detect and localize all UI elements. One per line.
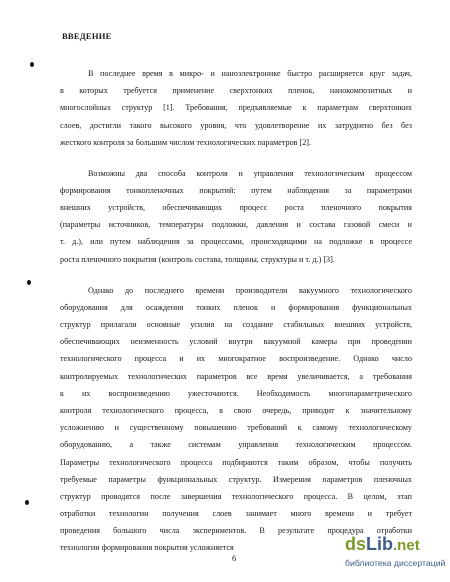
- section-heading: ВВЕДЕНИЕ: [62, 31, 112, 41]
- text-line: Возможны два способа контроля и управления технологическим процессом: [88, 168, 412, 178]
- text-line: В последнее время в микро- и наноэлектронике быстро расширяется круг задач,: [88, 69, 412, 78]
- text-line: внешних устройств, обеспечивающих процесс роста пленочного покрытия: [60, 203, 412, 213]
- text-line: т. д.), или путем наблюдения за процессами, происходящими на подложке в процессе: [60, 237, 412, 247]
- text-line: в которых требуется применение сверхтонких пленок, нанокомпозитных и: [60, 86, 412, 96]
- text-line: проведения большого числа экспериментов. В результате процедура отработки: [60, 526, 412, 536]
- text-line: структур проводятся после завершения технологического процесса. В целом, этап: [60, 491, 412, 501]
- text-line: Однако до последнего времени производители вакуумного технологического: [88, 285, 412, 295]
- text-line: жесткого контроля за большим числом технологических параметров [2].: [60, 137, 312, 147]
- text-line: технологического процесса и их многократное воспроизведение. Однако число: [60, 354, 412, 364]
- text-line: (параметры источников, температуры подложки, давления и состава газовой смеси и: [60, 220, 412, 230]
- page-number: 6: [232, 553, 237, 563]
- text-line: технологии формирования покрытия усложняется: [60, 543, 234, 553]
- paragraph-1: [60, 65, 412, 151]
- text-line: формирования тонкопленочных покрытий: путем наблюдения за параметрами: [60, 185, 412, 195]
- text-line: слоев, достигли такого высокого уровня, что удовлетворение их затруднено без без: [60, 120, 412, 130]
- watermark-logo: dsLib.net: [345, 534, 420, 554]
- text-line: отработки технологии получения слоев занимает много времени и требует: [60, 509, 412, 519]
- text-line: роста пленочного покрытия (контроль состава, толщины, структуры и т. д.) [3].: [60, 254, 335, 264]
- text-line: оборудования для осаждения тонких пленок и формирования функциональных: [60, 302, 412, 312]
- margin-bullet: [27, 280, 31, 285]
- watermark: [345, 534, 445, 574]
- text-line: требуемые параметры функциональных структур. Измерения параметров пленочных: [60, 474, 412, 484]
- text-line: контроля технологического процесса, в свою очередь, приводит к значительному: [60, 405, 412, 415]
- text-line: обеспечивающих неизменность условий внутри вакуумной камеры при проведении: [60, 337, 412, 347]
- margin-bullet: [25, 500, 29, 505]
- text-line: оборудованию, а также системам управления технологическим процессом.: [60, 440, 412, 450]
- text-line: усложнению и существенному повышению требований к самому технологическому: [60, 423, 412, 433]
- margin-bullet: [30, 62, 34, 67]
- text-line: Параметры технологического процесса подбираются таким образом, чтобы получить: [60, 457, 412, 467]
- text-line: к их воспроизведению ужесточаются. Необходимость многопараметрического: [60, 388, 412, 398]
- paragraph-2: [60, 165, 412, 268]
- body-text: [60, 65, 412, 557]
- watermark-subtitle: библиотека диссертаций: [345, 558, 446, 568]
- text-line: структур прилагали основные усилия на создание стабильных внешних устройств,: [60, 320, 412, 330]
- text-line: контролируемых технологических параметров все время увеличивается, а требования: [60, 371, 412, 381]
- paragraph-3: [60, 282, 412, 557]
- text-line: многослойных структур [1]. Требования, предъявляемые к параметрам сверхтонких: [60, 103, 412, 113]
